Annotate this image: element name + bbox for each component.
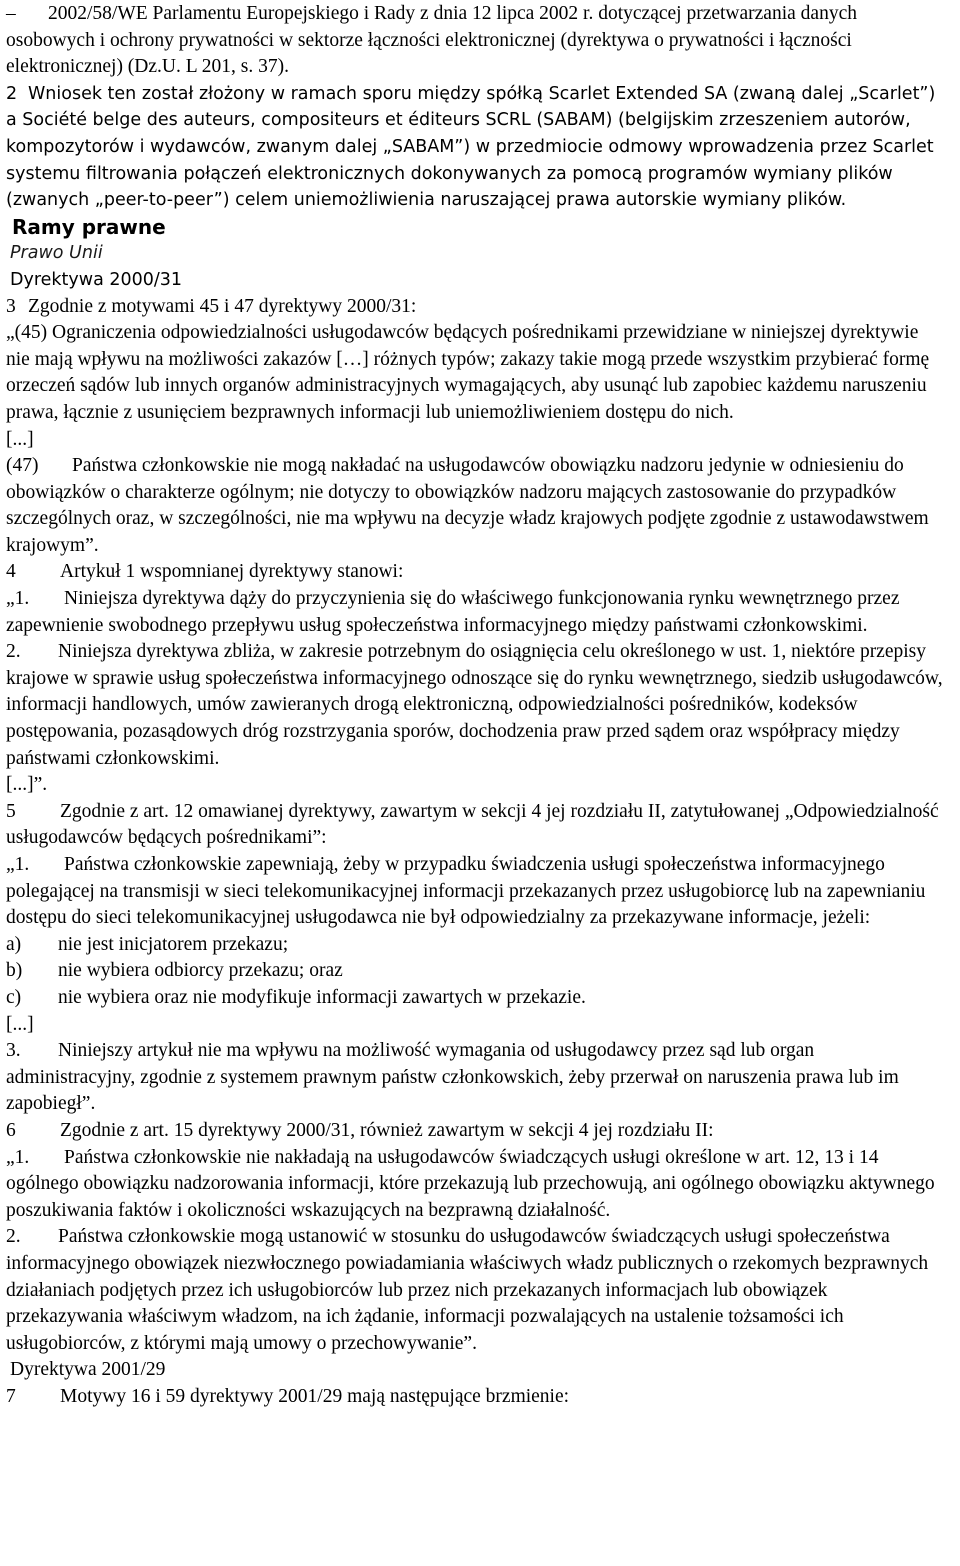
- heading-directive-2000-31: Dyrektywa 2000/31: [10, 269, 183, 290]
- ellipsis-2: [...]”.: [6, 774, 48, 796]
- paragraph-4: 4 Artykuł 1 wspomnianej dyrektywy stanowi:: [6, 561, 404, 583]
- article-1-point-2: 2. Niniejsza dyrektywa zbliża, w zakresie potrzebnym do osiągnięcia celu określonego w ust. 1, niektóre przepisy krajowe w sprawie usług społeczeństwa informacyjnego odnoszące się do rynku wewnętrznego, siedzib usługodawców, informacji handlowych, umów zawieranych drogą elektroniczną, odpowiedzialności pośredników, kodeksów postępowania, pozasądowych dróg rozstrzygania sporów, dochodzenia praw przed sądem oraz współpracy między państwami członkowskimi.: [6, 641, 943, 769]
- article-12-point-1: „1. Państwa członkowskie zapewniają, żeby w przypadku świadczenia usługi społeczeństwa informacyjnego polegającej na transmisji w sieci telekomunikacyjnej informacji przekazanych przez usługobiorcę lub na zapewnianiu dostępu do sieci telekomunikacyjnej usługodawca nie był odpowiedzialny za przekazywane informacje, jeżeli:: [6, 854, 926, 929]
- paragraph-3: 3 Zgodnie z motywami 45 i 47 dyrektywy 2000/31:: [6, 295, 417, 317]
- paragraph-7: 7 Motywy 16 i 59 dyrektywy 2001/29 mają następujące brzmienie:: [6, 1385, 570, 1407]
- ellipsis-3: [...]: [6, 1013, 34, 1035]
- paragraph-5: 5 Zgodnie z art. 12 omawianej dyrektywy, zawartym w sekcji 4 jej rozdziału II, zatytułowanej „Odpowiedzialność usługodawców będących pośrednikami”:: [6, 800, 939, 849]
- paragraph-2: 2 Wniosek ten został złożony w ramach sporu między spółką Scarlet Extended SA (zwaną dalej „Scarlet”) a Société belge des auteurs, compositeurs et éditeurs SCRL (SABAM) (belgijskim zrzeszeniem autorów, kompozytorów i wydawców, zwanym dalej „SABAM”) w przedmiocie odmowy wprowadzenia przez Scarlet systemu filtrowania połączeń elektronicznych dokonywanych za pomocą programów wymiany plików (zwanych „peer-to-peer”) celem uniemożliwienia naruszającej prawa autorskie wymiany plików.: [6, 83, 936, 211]
- heading-eu-law: Prawo Unii: [10, 243, 103, 264]
- paragraph-6: 6 Zgodnie z art. 15 dyrektywy 2000/31, również zawartym w sekcji 4 jej rozdziału II:: [6, 1119, 714, 1141]
- dash: –: [6, 3, 16, 24]
- article-15-point-2: 2. Państwa członkowskie mogą ustanowić w stosunku do usługodawców świadczących usługi społeczeństwa informacyjnego obowiązek niezwłocznego powiadamiania właściwych władz publicznych o rzekomych bezprawnych działaniach podjętych przez ich usługobiorców lub przez nich przekazanych informacjach lub obowiązek przekazywania właściwym władzom, na ich żądanie, informacji pozwalających na ustalenie tożsamości ich usługobiorców, z którymi mają umowy o przechowywanie”.: [6, 1226, 929, 1354]
- article-1-point-1: „1. Niniejsza dyrektywa dąży do przyczynienia się do właściwego funkcjonowania rynku wewnętrznego przez zapewnienie swobodnego przepływu usług społeczeństwa informacyjnego między państwami członkowskimi.: [6, 588, 900, 636]
- article-15-point-1: „1. Państwa członkowskie nie nakładają na usługodawców świadczących usługi określone w art. 12, 13 i 14 ogólnego obowiązku nadzorowania informacji, które przekazują lub przechowują, ani ogólnego obowiązku aktywnego poszukiwania faktów i okoliczności wskazujących na bezprawną działalność.: [6, 1146, 935, 1221]
- ellipsis-1: [...]: [6, 428, 34, 450]
- article-12-point-3: 3. Niniejszy artykuł nie ma wpływu na możliwość wymagania od usługodawcy przez sąd lub organ administracyjny, zgodnie z systemem prawnym państw członkowskich, żeby przerwał on naruszenia prawa lub im zapobiegł”.: [6, 1040, 899, 1115]
- list-item-c: c) nie wybiera oraz nie modyfikuje informacji zawartych w przekazie.: [6, 986, 586, 1008]
- list-item-b: b) nie wybiera odbiorcy przekazu; oraz: [6, 960, 343, 982]
- heading-directive-2001-29: Dyrektywa 2001/29: [10, 1359, 166, 1381]
- list-item-a: a) nie jest inicjatorem przekazu;: [6, 933, 289, 955]
- intro-paragraph: – 2002/58/WE Parlamentu Europejskiego i Rady z dnia 12 lipca 2002 r. dotyczącej przetwarzania danych osobowych i ochrony prywatności w sektorze łączności elektronicznej (dyrektywa o prywatności i łączności elektronicznej) (Dz.U. L 201, s. 37).: [6, 3, 857, 78]
- recital-45: „(45) Ograniczenia odpowiedzialności usługodawców będących pośrednikami przewidziane w niniejszej dyrektywie nie mają wpływu na możliwości zakazów […] różnych typów; zakazy takie mogą przede wszystkim przybierać formę orzeczeń sądów lub innych organów administracyjnych wymagających, aby usunąć lub zapobiec każdemu naruszeniu prawa, łącznie z usunięciem bezprawnych informacji lub uniemożliwieniem dostępu do nich.: [6, 322, 930, 423]
- recital-47: (47) Państwa członkowskie nie mogą nakładać na usługodawców obowiązku nadzoru jedynie w odniesieniu do obowiązków o charakterze ogólnym; nie dotyczy to obowiązków nadzoru mających zastosowanie do przypadków szczególnych oraz, w szczególności, nie ma wpływu na decyzje władz krajowych podjęte zgodnie z ustawodawstwem krajowym”.: [6, 455, 929, 556]
- heading-legal-framework: Ramy prawne: [12, 214, 166, 239]
